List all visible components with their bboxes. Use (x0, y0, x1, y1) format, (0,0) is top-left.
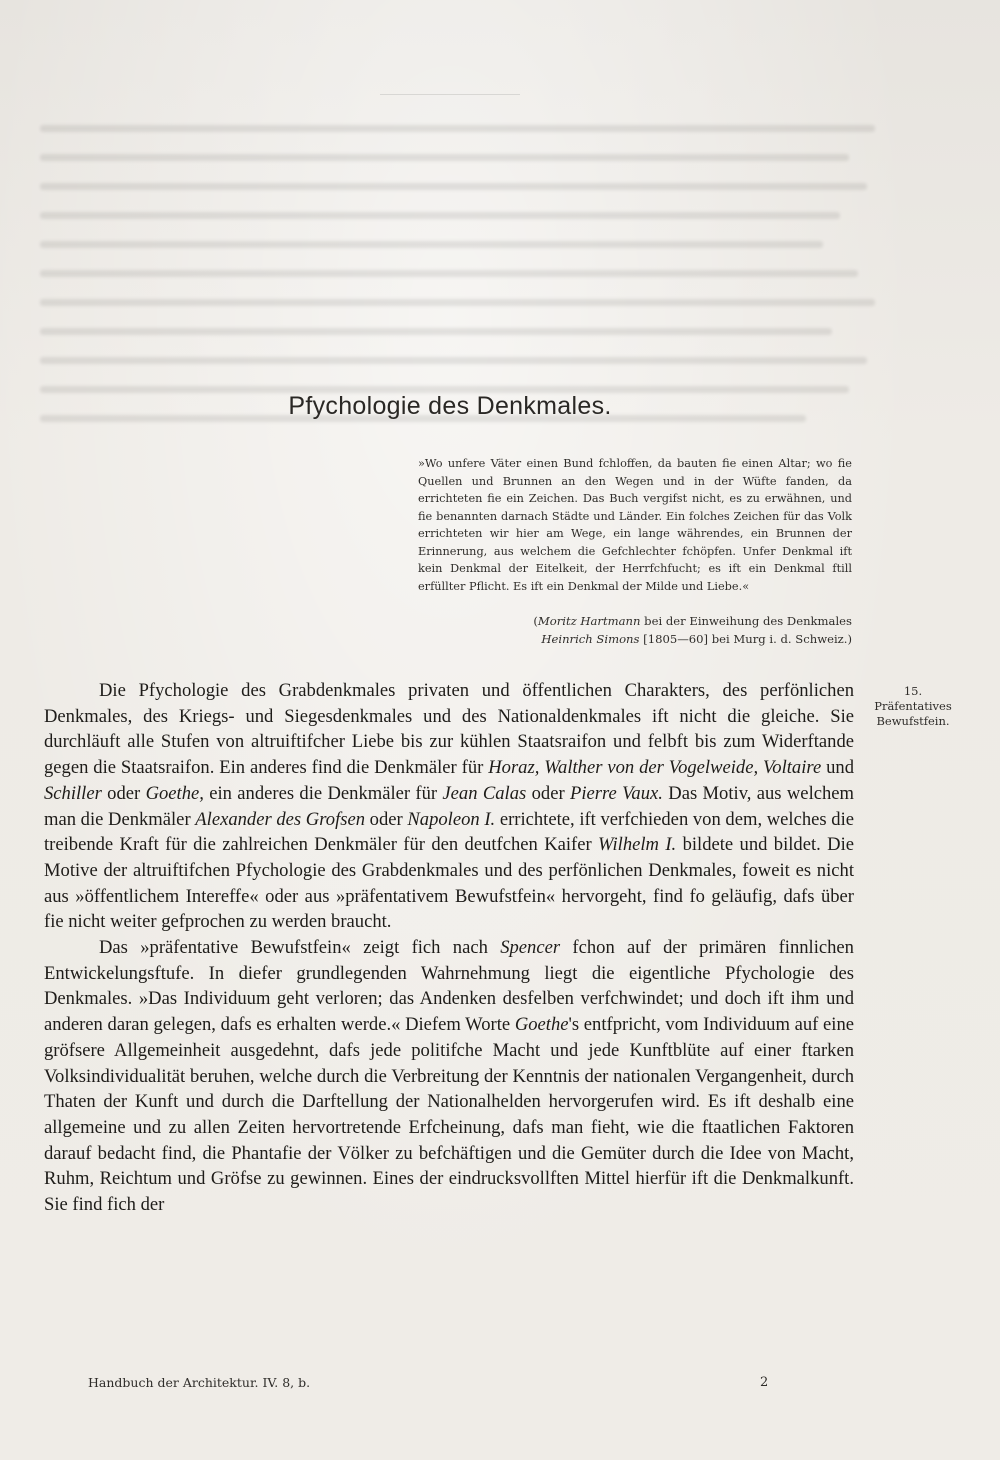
attribution-person: Heinrich Simons (541, 632, 640, 646)
paragraph-1 (44, 678, 854, 935)
marginal-line-1: Präfentatives (874, 699, 952, 713)
text-run: oder (526, 782, 570, 804)
text-run: Das »präfentative Bewufstfein« zeigt fich nach (99, 937, 501, 959)
name-horaz: Horaz, Walther von der Vogelweide, Voltaire (488, 757, 822, 779)
name-wilhelm: Wilhelm I. (598, 834, 677, 856)
page-number: 2 (760, 1375, 769, 1390)
marginal-number: 15. (903, 684, 923, 698)
epigraph-attribution (422, 612, 852, 648)
text-run: Das Motiv, aus welchem man die Denkmäler (44, 782, 854, 830)
epigraph-text: »Wo unfere Väter einen Bund fchloffen, da bauten fie einen Altar; wo fie Quellen und Brunnen an den Wegen und in der Wüfte fanden, da errichteten fie ein Zeichen. Das Buch vergifst nicht, es zu erwähnen, und fie benannten darnach Städte und Länder. Ein folches Zeichen für das Volk errichteten wir hier am Wege, ein lange währendes, ein Brunnen der Erinnerung, aus welchem die Gefchlechter fchöpfen. Unfer Denkmal ift kein Denkmal der Eitelkeit, der Herrfchfucht; es ift ein Denkmal ftill erfüllter Pflicht. Es ift ein Denkmal der Milde und Liebe.« (418, 457, 852, 593)
name-calas: Jean Calas (442, 782, 527, 804)
text-run: fchon auf der primären finnlichen Entwickelungsftufe. In diefer grundlegenden Wahrnehmung liegt die eigentliche Pfychologie des Denkmales. »Das Individuum geht verloren; das Andenken desfelben verfchwindet; und doch ift ihm und anderen daran gelegen, dafs es erhalten werde.« Diefem Worte (44, 937, 854, 1036)
footer-source: Handbuch der Architektur. IV. 8, b. (88, 1375, 311, 1390)
marginal-line-2: Bewufstfein. (876, 714, 950, 728)
name-goethe: Goethe, (145, 782, 204, 804)
attribution-open: ( (533, 614, 538, 628)
name-schiller: Schiller (44, 782, 102, 804)
text-run: Die Pfychologie des Grabdenkmales privaten und öffentlichen Charakters, des perfönlichen Denkmales, des Kriegs- und Siegesdenkmales und des Nationaldenkmales ift nicht die gleiche. Sie durchläuft alle Stufen von altruiftifcher Liebe bis zur kühlen Staatsraifon und felbft bis zum Widerftande gegen die Staatsraifon. Ein anderes find die Denkmäler für (44, 680, 854, 779)
text-run: oder (101, 782, 146, 804)
header-rule (380, 94, 520, 95)
text-run: bildete und bildet. Die Motive der altruiftifchen Pfychologie des Grabdenkmales und des perfönlichen Denkmales, foweit es nicht aus »öffentlichem Intereffe« oder aus »präfentativem Bewufstfein« hervorgeht, find fo geläufig, dafs über fie nicht weiter gefprochen zu werden braucht. (44, 834, 854, 933)
name-vaux: Pierre Vaux. (569, 782, 663, 804)
text-run: und (821, 757, 854, 779)
text-run: errichtete, ift verfchieden von dem, welches die treibende Kraft für die zahlreichen Denkmäler für den deutfchen Kaifer (44, 808, 854, 856)
text-run: oder (365, 808, 408, 830)
name-spencer: Spencer (500, 937, 561, 959)
marginal-note (862, 684, 964, 729)
name-alexander: Alexander des Grofsen (195, 808, 366, 830)
epigraph-quote (418, 455, 852, 595)
name-goethe: Goethe (514, 1014, 569, 1036)
page-title: Pfychologie des Denkmales. (288, 392, 612, 420)
paragraph-2 (44, 935, 854, 1218)
attribution-end: [1805—60] bei Murg i. d. Schweiz.) (639, 632, 852, 646)
attribution-author: Moritz Hartmann (537, 614, 641, 628)
text-run: ein anderes die Denkmäler für (203, 782, 443, 804)
name-napoleon: Napoleon I. (407, 808, 496, 830)
attribution-rest: bei der Einweihung des Denkmales (640, 614, 852, 628)
text-run: 's entfpricht, vom Individuum auf eine gröfsere Allgemeinheit ausgedehnt, dafs jede politifche Macht und jede Kunftblüte auf einer ftarken Volksindividualität beruhen, welche durch die Verbreitung der Kenntnis der nationalen Vergangenheit, durch Thaten der Kunft und durch die Darftellung der Nationalhelden hervorgerufen wird. Es ift deshalb eine allgemeine und zu allen Zeiten hervortretende Erfcheinung, dafs man fieht, wie die ftaatlichen Faktoren darauf bedacht find, die Phantafie der Völker zu befchäftigen und die Gemüter durch die Idee von Macht, Ruhm, Reichtum und Gröfse zu gewinnen. Eines der eindrucksvollften Mittel hierfür ift die Denkmalkunft. Sie find fich der (44, 1014, 854, 1216)
body-text (44, 678, 854, 1218)
